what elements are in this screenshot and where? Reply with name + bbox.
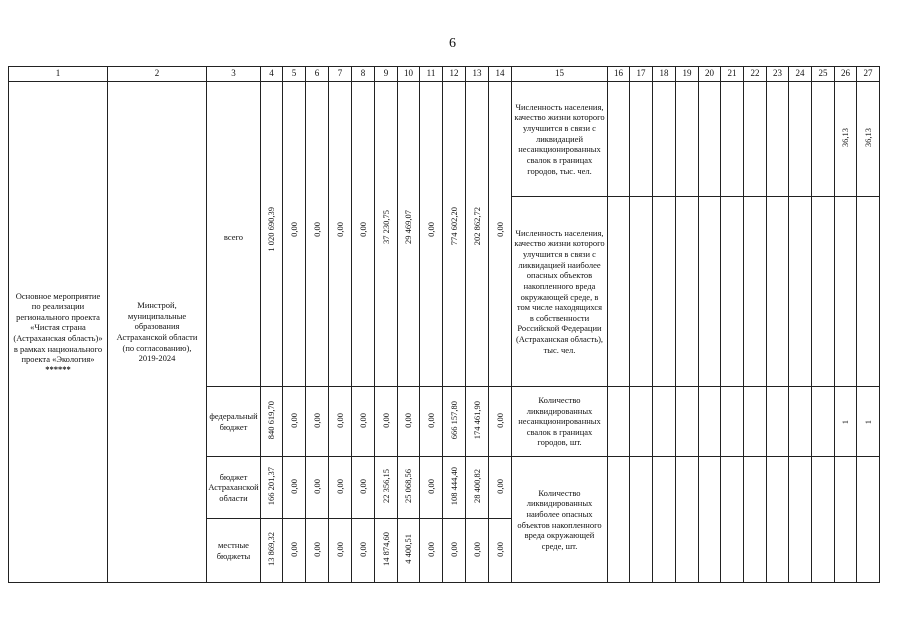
value-cell: 840 619,70: [261, 387, 283, 457]
empty-cell: [767, 197, 789, 387]
empty-cell: [767, 387, 789, 457]
empty-cell: [721, 457, 744, 583]
empty-cell: [699, 82, 721, 197]
header-cell: 2: [108, 67, 207, 82]
value-cell: 0,00: [329, 82, 352, 387]
value-cell: 108 444,40: [443, 457, 466, 519]
empty-cell: [630, 457, 653, 583]
indicator-cell: Численность населения, качество жизни которого улучшится в связи с ликвидацией несанкционированных свалок в границах городов, тыс. чел.: [512, 82, 608, 197]
header-cell: 24: [789, 67, 812, 82]
header-cell: 14: [489, 67, 512, 82]
empty-cell: [676, 197, 699, 387]
empty-cell: [789, 387, 812, 457]
indicator-value-cell: 36,13: [857, 82, 880, 197]
header-cell: 25: [812, 67, 835, 82]
value-cell: 0,00: [420, 82, 443, 387]
value-cell: 0,00: [420, 457, 443, 519]
empty-cell: [608, 387, 630, 457]
value-cell: 0,00: [466, 519, 489, 583]
empty-cell: [789, 82, 812, 197]
header-cell: 8: [352, 67, 375, 82]
empty-cell: [812, 457, 835, 583]
executor-cell: Минстрой, муниципальные образования Астраханской области (по согласованию), 2019-2024: [108, 82, 207, 583]
funding-source-label: всего: [207, 82, 261, 387]
empty-cell: [789, 457, 812, 583]
empty-cell: [653, 197, 676, 387]
funding-source-label: местные бюджеты: [207, 519, 261, 583]
value-cell: 0,00: [375, 387, 398, 457]
value-cell: 1 020 690,39: [261, 82, 283, 387]
empty-cell: [653, 387, 676, 457]
header-cell: 23: [767, 67, 789, 82]
value-cell: 202 862,72: [466, 82, 489, 387]
value-cell: 28 400,82: [466, 457, 489, 519]
empty-cell: [744, 387, 767, 457]
empty-cell: [721, 82, 744, 197]
empty-cell: [812, 82, 835, 197]
value-cell: 0,00: [352, 519, 375, 583]
value-cell: 0,00: [352, 457, 375, 519]
value-cell: 25 068,56: [398, 457, 420, 519]
empty-cell: [653, 82, 676, 197]
value-cell: 0,00: [283, 387, 306, 457]
header-cell: 6: [306, 67, 329, 82]
empty-cell: [721, 197, 744, 387]
funding-source-label: бюджет Астраханской области: [207, 457, 261, 519]
indicator-value-cell: 1: [835, 387, 857, 457]
value-cell: 774 602,20: [443, 82, 466, 387]
empty-cell: [812, 197, 835, 387]
header-cell: 26: [835, 67, 857, 82]
value-cell: 0,00: [420, 519, 443, 583]
value-cell: 0,00: [352, 387, 375, 457]
value-cell: 0,00: [306, 387, 329, 457]
indicator-value-cell: [835, 197, 857, 387]
value-cell: 0,00: [306, 519, 329, 583]
header-cell: 22: [744, 67, 767, 82]
value-cell: 0,00: [283, 519, 306, 583]
header-cell: 4: [261, 67, 283, 82]
empty-cell: [608, 82, 630, 197]
measure-name: Основное мероприятие по реализации регионального проекта «Чистая страна (Астраханская область)» в рамках национального проекта «Экология»: [13, 290, 103, 365]
header-cell: 20: [699, 67, 721, 82]
empty-cell: [789, 197, 812, 387]
empty-cell: [699, 387, 721, 457]
value-cell: 0,00: [352, 82, 375, 387]
header-cell: 3: [207, 67, 261, 82]
value-cell: 0,00: [489, 387, 512, 457]
value-cell: 0,00: [283, 82, 306, 387]
empty-cell: [676, 387, 699, 457]
header-cell: 16: [608, 67, 630, 82]
indicator-value-cell: 36,13: [835, 82, 857, 197]
header-cell: 18: [653, 67, 676, 82]
header-cell: 10: [398, 67, 420, 82]
measure-stars: ******: [45, 363, 71, 374]
indicator-cell: Численность населения, качество жизни которого улучшится в связи с ликвидацией наиболее опасных объектов накопленного вреда окружающей среде, в том числе находящихся в собственности Российской Федерации (Астраханская область), тыс. чел.: [512, 197, 608, 387]
value-cell: 0,00: [443, 519, 466, 583]
indicator-value-cell: 1: [857, 387, 880, 457]
header-cell: 12: [443, 67, 466, 82]
header-cell: 11: [420, 67, 443, 82]
page-number: 6: [449, 36, 456, 51]
empty-cell: [812, 387, 835, 457]
value-cell: 0,00: [283, 457, 306, 519]
funding-source-label: федеральный бюджет: [207, 387, 261, 457]
empty-cell: [744, 82, 767, 197]
empty-cell: [767, 82, 789, 197]
empty-cell: [630, 197, 653, 387]
empty-cell: [676, 82, 699, 197]
value-cell: 22 356,15: [375, 457, 398, 519]
empty-cell: [676, 457, 699, 583]
empty-cell: [744, 457, 767, 583]
measure-name-cell: [9, 82, 108, 583]
header-cell: 1: [9, 67, 108, 82]
empty-cell: [630, 82, 653, 197]
indicator-cell: Количество ликвидированных наиболее опасных объектов накопленного вреда окружающей среде, шт.: [512, 457, 608, 583]
value-cell: 37 230,75: [375, 82, 398, 387]
header-cell: 21: [721, 67, 744, 82]
value-cell: 13 869,32: [261, 519, 283, 583]
empty-cell: [608, 197, 630, 387]
header-cell: 17: [630, 67, 653, 82]
indicator-cell: Количество ликвидированных несанкционированных свалок в границах городов, шт.: [512, 387, 608, 457]
empty-cell: [699, 197, 721, 387]
value-cell: 0,00: [306, 457, 329, 519]
value-cell: 0,00: [489, 82, 512, 387]
empty-cell: [653, 457, 676, 583]
value-cell: 0,00: [420, 387, 443, 457]
value-cell: 0,00: [329, 457, 352, 519]
empty-cell: [630, 387, 653, 457]
empty-cell: [608, 457, 630, 583]
empty-cell: [767, 457, 789, 583]
indicator-value-cell: [857, 457, 880, 583]
header-cell: 15: [512, 67, 608, 82]
header-row: [9, 67, 880, 82]
value-cell: 0,00: [489, 457, 512, 519]
indicator-value-cell: [835, 457, 857, 583]
value-cell: 0,00: [329, 387, 352, 457]
empty-cell: [699, 457, 721, 583]
value-cell: 29 469,07: [398, 82, 420, 387]
value-cell: 0,00: [489, 519, 512, 583]
value-cell: 666 157,80: [443, 387, 466, 457]
header-cell: 9: [375, 67, 398, 82]
header-cell: 27: [857, 67, 880, 82]
indicator-value-cell: [857, 197, 880, 387]
table-row: [9, 82, 880, 197]
empty-cell: [721, 387, 744, 457]
header-cell: 7: [329, 67, 352, 82]
header-cell: 5: [283, 67, 306, 82]
header-cell: 13: [466, 67, 489, 82]
value-cell: 4 400,51: [398, 519, 420, 583]
value-cell: 14 874,60: [375, 519, 398, 583]
program-table: [8, 66, 880, 583]
value-cell: 0,00: [329, 519, 352, 583]
value-cell: 0,00: [306, 82, 329, 387]
value-cell: 166 201,37: [261, 457, 283, 519]
empty-cell: [744, 197, 767, 387]
value-cell: 0,00: [398, 387, 420, 457]
value-cell: 174 461,90: [466, 387, 489, 457]
header-cell: 19: [676, 67, 699, 82]
